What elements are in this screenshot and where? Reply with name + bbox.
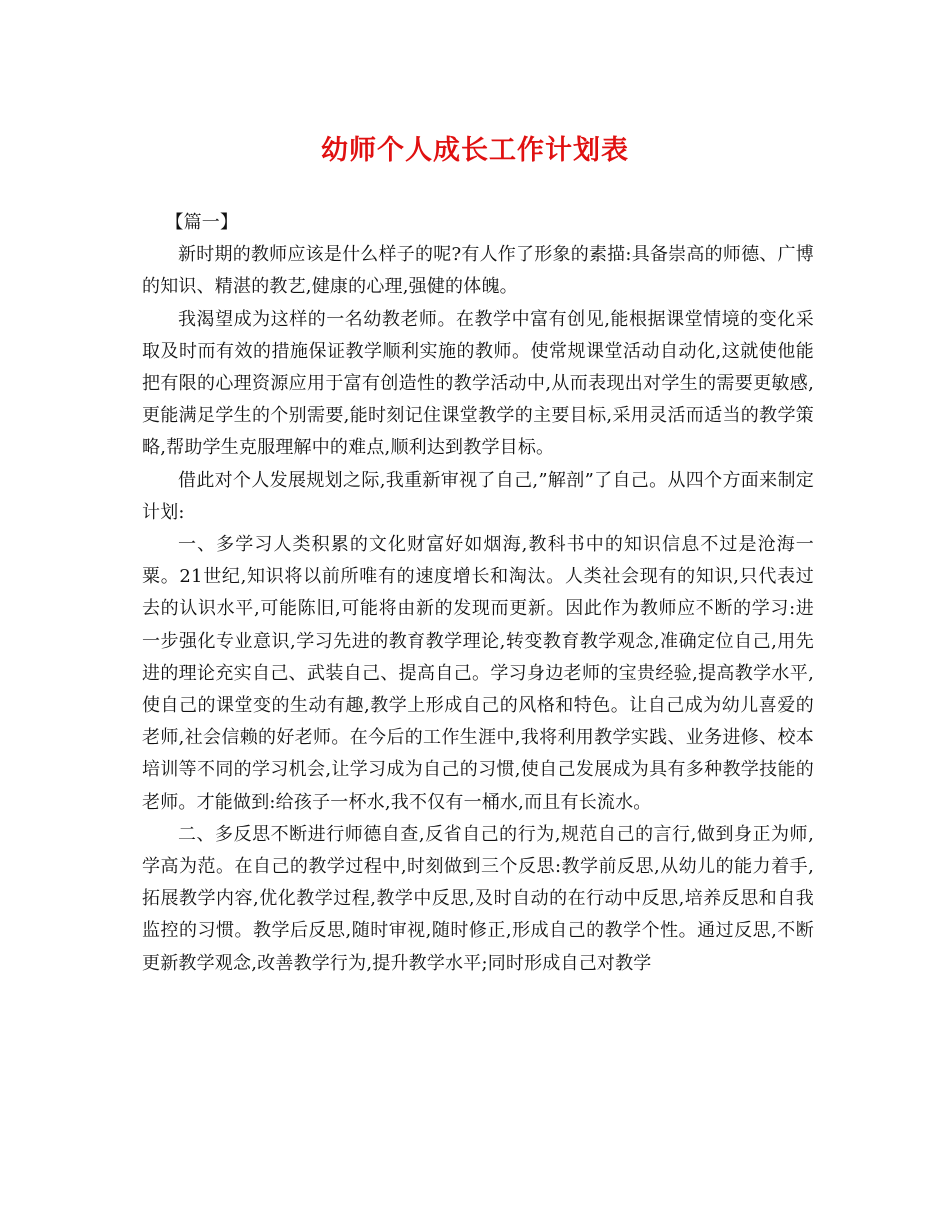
paragraph: 我渴望成为这样的一名幼教老师。在教学中富有创见,能根据课堂情境的变化采取及时而有效的措施保证教学顺利实施的教师。使常规课堂活动自动化,这就使他能把有限的心理资源应用于富有创造性的教学活动中,从而表现出对学生的需要更敏感,更能满足学生的个别需要,能时刻记住课堂教学的主要目标,采用灵活而适当的教学策略,帮助学生克服理解中的难点,顺利达到教学目标。 (142, 308, 814, 459)
paragraph: 一、多学习人类积累的文化财富好如烟海,教科书中的知识信息不过是沧海一粟。21世纪,知识将以前所唯有的速度增长和淘汰。人类社会现有的知识,只代表过去的认识水平,可能陈旧,可能将由新的发现而更新。因此作为教师应不断的学习:进一步强化专业意识,学习先进的教育教学理论,转变教育教学观念,准确定位自己,用先进的理论充实自己、武装自己、提高自己。学习身边老师的宝贵经验,提高教学水平,使自己的课堂变的生动有趣,教学上形成自己的风格和特色。让自己成为幼儿喜爱的老师,社会信赖的好老师。在今后的工作生涯中,我将利用教学实践、业务进修、校本培训等不同的学习机会,让学习成为自己的习惯,使自己发展成为具有多种教学技能的老师。才能做到:给孩子一杯水,我不仅有一桶水,而且有长流水。 (142, 534, 814, 813)
paragraph: 新时期的教师应该是什么样子的呢?有人作了形象的素描:具备崇高的师德、广博的知识、精湛的教艺,健康的心理,强健的体魄。 (142, 244, 814, 298)
paragraph: 借此对个人发展规划之际,我重新审视了自己,”解剖”了自己。从四个方面来制定计划: (142, 469, 814, 523)
paragraph: 二、多反思不断进行师德自查,反省自己的行为,规范自己的言行,做到身正为师,学高为范。在自己的教学过程中,时刻做到三个反思:教学前反思,从幼儿的能力着手,拓展教学内容,优化教学过程,教学中反思,及时自动的在行动中反思,培养反思和自我监控的习惯。教学后反思,随时审视,随时修正,形成自己的教学个性。通过反思,不断更新教学观念,改善教学行为,提升教学水平;同时形成自己对教学 (142, 823, 814, 974)
document-title: 幼师个人成长工作计划表 (321, 135, 629, 166)
section-label: 【篇一】 (165, 212, 239, 233)
document-body (142, 207, 814, 980)
